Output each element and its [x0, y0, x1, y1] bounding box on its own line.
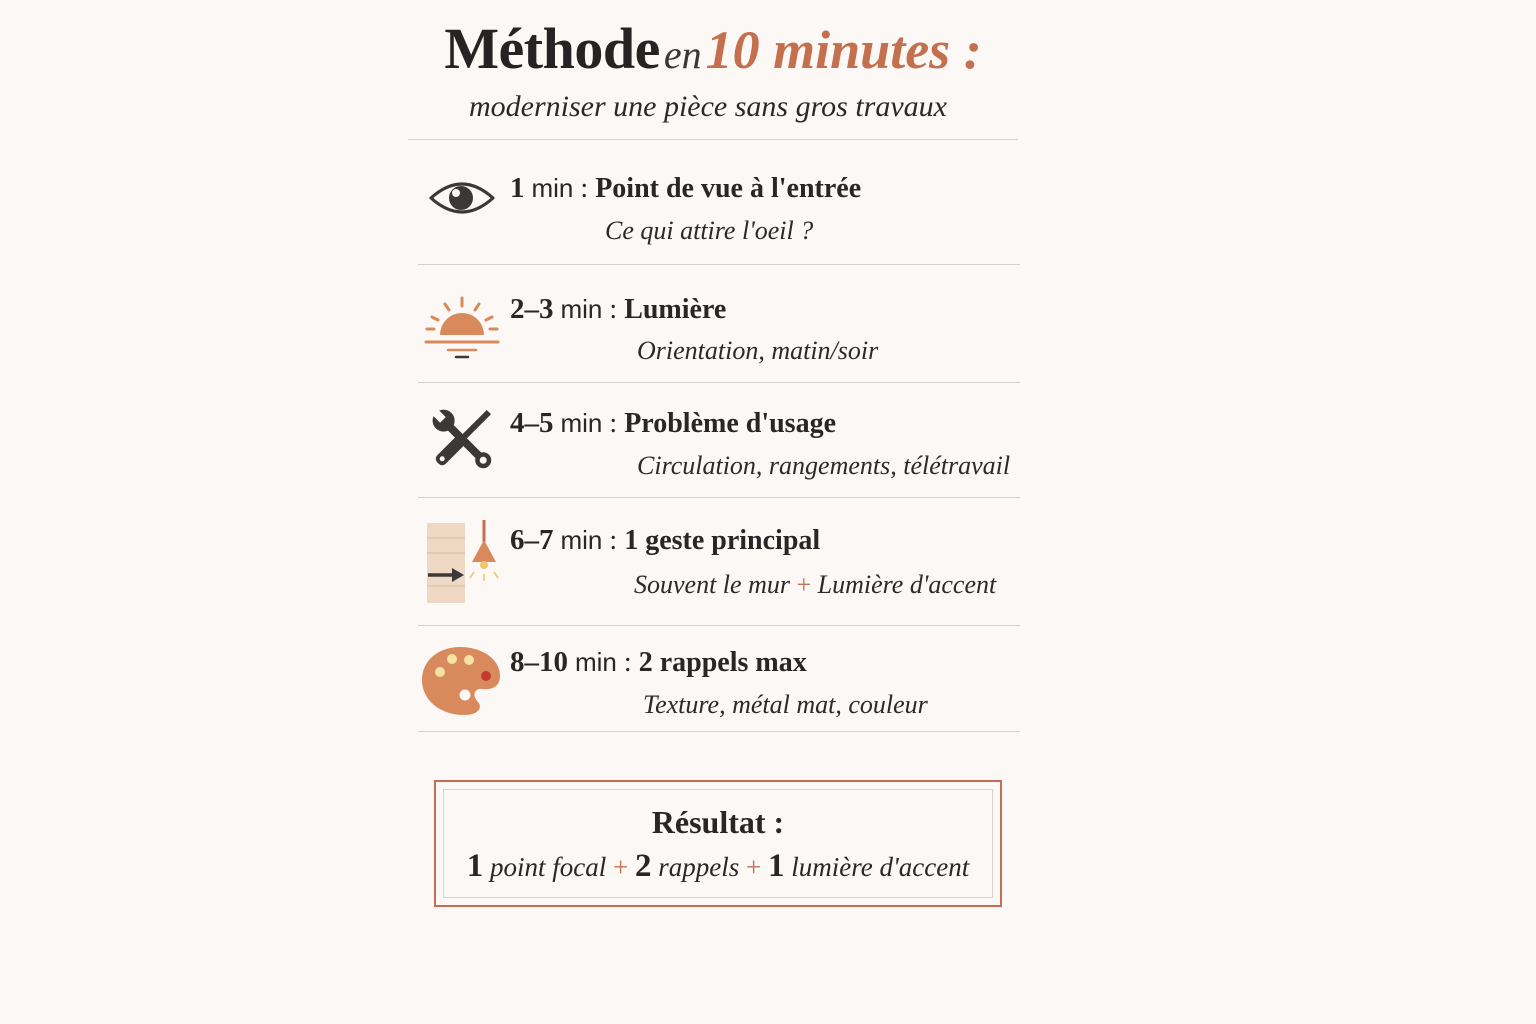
step-heading [510, 409, 836, 438]
step-detail [605, 218, 813, 244]
step-time: 2–3 [510, 293, 554, 325]
step-label: 2 rappels max [638, 647, 807, 678]
step-detail-text: Ce qui attire l'oeil ? [605, 216, 814, 245]
step-heading [510, 526, 820, 555]
step-separator: : [580, 173, 589, 204]
step-1 [418, 160, 1020, 264]
step-separator: : [609, 408, 618, 439]
step-separator: : [623, 647, 632, 678]
step-heading [510, 648, 807, 677]
step-detail [634, 572, 996, 598]
step-detail-text: Circulation, rangements, télétravail [637, 451, 1011, 480]
result-count: 1 [768, 848, 785, 884]
step-time: 1 [510, 172, 525, 204]
step-unit: min [560, 294, 603, 324]
title-connector: en [663, 32, 702, 77]
result-title: Résultat : [651, 804, 785, 840]
step-label: Lumière [624, 294, 727, 325]
step-unit: min [560, 408, 603, 438]
step-detail-text: Lumière d'accent [817, 570, 997, 599]
step-detail-text: Orientation, matin/soir [637, 336, 879, 365]
plus-sign: + [746, 852, 762, 882]
palette-icon [420, 644, 502, 718]
result-text: point focal [490, 852, 607, 882]
step-label: 1 geste principal [624, 525, 821, 556]
step-3 [418, 383, 1020, 497]
step-unit: min [531, 173, 574, 203]
result-count: 2 [635, 848, 652, 884]
step-detail [637, 338, 878, 364]
step-label: Point de vue à l'entrée [595, 173, 862, 204]
result-text: rappels [658, 852, 740, 882]
eye-icon [428, 176, 496, 220]
step-5 [418, 626, 1020, 731]
result-text: lumière d'accent [791, 852, 970, 882]
plus-sign: + [796, 570, 812, 599]
result-summary [436, 848, 1000, 885]
step-heading [510, 295, 726, 324]
step-detail [643, 692, 928, 718]
step-time: 4–5 [510, 407, 554, 439]
wall-and-lamp-icon [424, 520, 508, 604]
step-heading [510, 174, 861, 203]
tools-icon [426, 403, 498, 475]
divider [418, 731, 1020, 732]
step-time: 6–7 [510, 524, 554, 556]
page-title [0, 16, 1426, 81]
result-count: 1 [466, 848, 484, 884]
divider [408, 139, 1018, 140]
step-label: Problème d'usage [624, 408, 836, 439]
step-2 [418, 265, 1020, 382]
step-unit: min [560, 525, 603, 555]
step-detail-text: Souvent le mur [634, 570, 790, 599]
step-detail [637, 453, 1010, 479]
title-accent: 10 minutes : [705, 20, 982, 80]
title-main: Méthode [444, 16, 660, 81]
sunrise-icon [424, 295, 500, 361]
step-detail-text: Texture, métal mat, couleur [643, 690, 928, 719]
step-time: 8–10 [510, 646, 568, 678]
plus-sign: + [613, 852, 629, 882]
step-separator: : [609, 525, 618, 556]
result-box [434, 780, 1002, 907]
page-subtitle: moderniser une pièce sans gros travaux [469, 90, 947, 123]
step-unit: min [575, 647, 617, 677]
step-separator: : [609, 294, 618, 325]
step-4 [418, 498, 1020, 625]
